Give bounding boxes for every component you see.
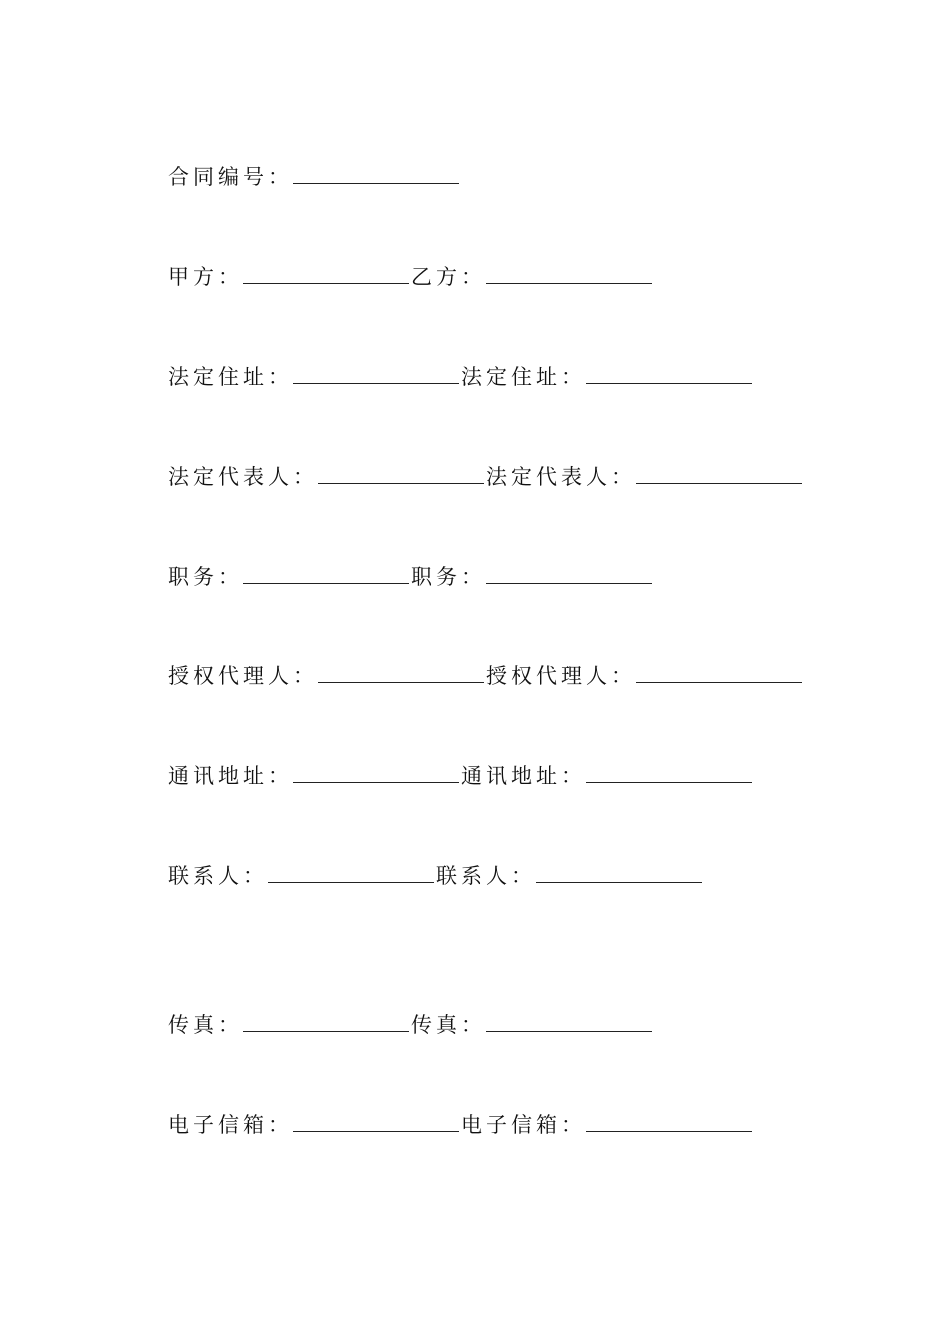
contract-number-blank[interactable]	[293, 182, 459, 184]
party-a-blank[interactable]	[243, 282, 409, 284]
party-a-email-label: 电子信箱：	[168, 1113, 293, 1137]
party-a-authorized-agent-label: 授权代理人：	[168, 664, 318, 688]
party-a-contact-person-blank[interactable]	[268, 881, 434, 883]
contact-person-row	[168, 859, 704, 889]
party-b-position-blank[interactable]	[486, 582, 652, 584]
contract-number-label: 合同编号：	[168, 165, 293, 189]
party-b-mailing-address-blank[interactable]	[586, 781, 752, 783]
party-b-label: 乙方：	[411, 265, 486, 289]
position-row	[168, 560, 654, 590]
party-a-mailing-address-label: 通讯地址：	[168, 764, 293, 788]
legal-representative-row	[168, 460, 804, 490]
party-b-authorized-agent-blank[interactable]	[636, 681, 802, 683]
party-a-fax-label: 传真：	[168, 1013, 243, 1037]
party-a-fax-blank[interactable]	[243, 1030, 409, 1032]
party-b-legal-representative-blank[interactable]	[636, 482, 802, 484]
party-a-mailing-address-blank[interactable]	[293, 781, 459, 783]
party-b-fax-blank[interactable]	[486, 1030, 652, 1032]
party-b-blank[interactable]	[486, 282, 652, 284]
party-a-legal-address-blank[interactable]	[293, 382, 459, 384]
party-b-fax-label: 传真：	[411, 1013, 486, 1037]
party-a-label: 甲方：	[168, 265, 243, 289]
party-b-legal-address-blank[interactable]	[586, 382, 752, 384]
party-a-legal-representative-blank[interactable]	[318, 482, 484, 484]
mailing-address-row	[168, 759, 754, 789]
party-b-contact-person-label: 联系人：	[436, 864, 536, 888]
party-a-legal-representative-label: 法定代表人：	[168, 465, 318, 489]
party-b-mailing-address-label: 通讯地址：	[461, 764, 586, 788]
contract-number-row	[168, 160, 461, 190]
party-a-position-blank[interactable]	[243, 582, 409, 584]
party-a-legal-address-label: 法定住址：	[168, 365, 293, 389]
party-b-legal-address-label: 法定住址：	[461, 365, 586, 389]
party-b-email-label: 电子信箱：	[461, 1113, 586, 1137]
party-b-contact-person-blank[interactable]	[536, 881, 702, 883]
party-b-email-blank[interactable]	[586, 1130, 752, 1132]
party-a-position-label: 职务：	[168, 565, 243, 589]
party-b-position-label: 职务：	[411, 565, 486, 589]
party-b-authorized-agent-label: 授权代理人：	[486, 664, 636, 688]
party-a-contact-person-label: 联系人：	[168, 864, 268, 888]
party-a-email-blank[interactable]	[293, 1130, 459, 1132]
party-a-authorized-agent-blank[interactable]	[318, 681, 484, 683]
legal-address-row	[168, 360, 754, 390]
party-b-legal-representative-label: 法定代表人：	[486, 465, 636, 489]
party-row	[168, 260, 654, 290]
fax-row	[168, 1008, 654, 1038]
authorized-agent-row	[168, 659, 804, 689]
email-row	[168, 1108, 754, 1138]
